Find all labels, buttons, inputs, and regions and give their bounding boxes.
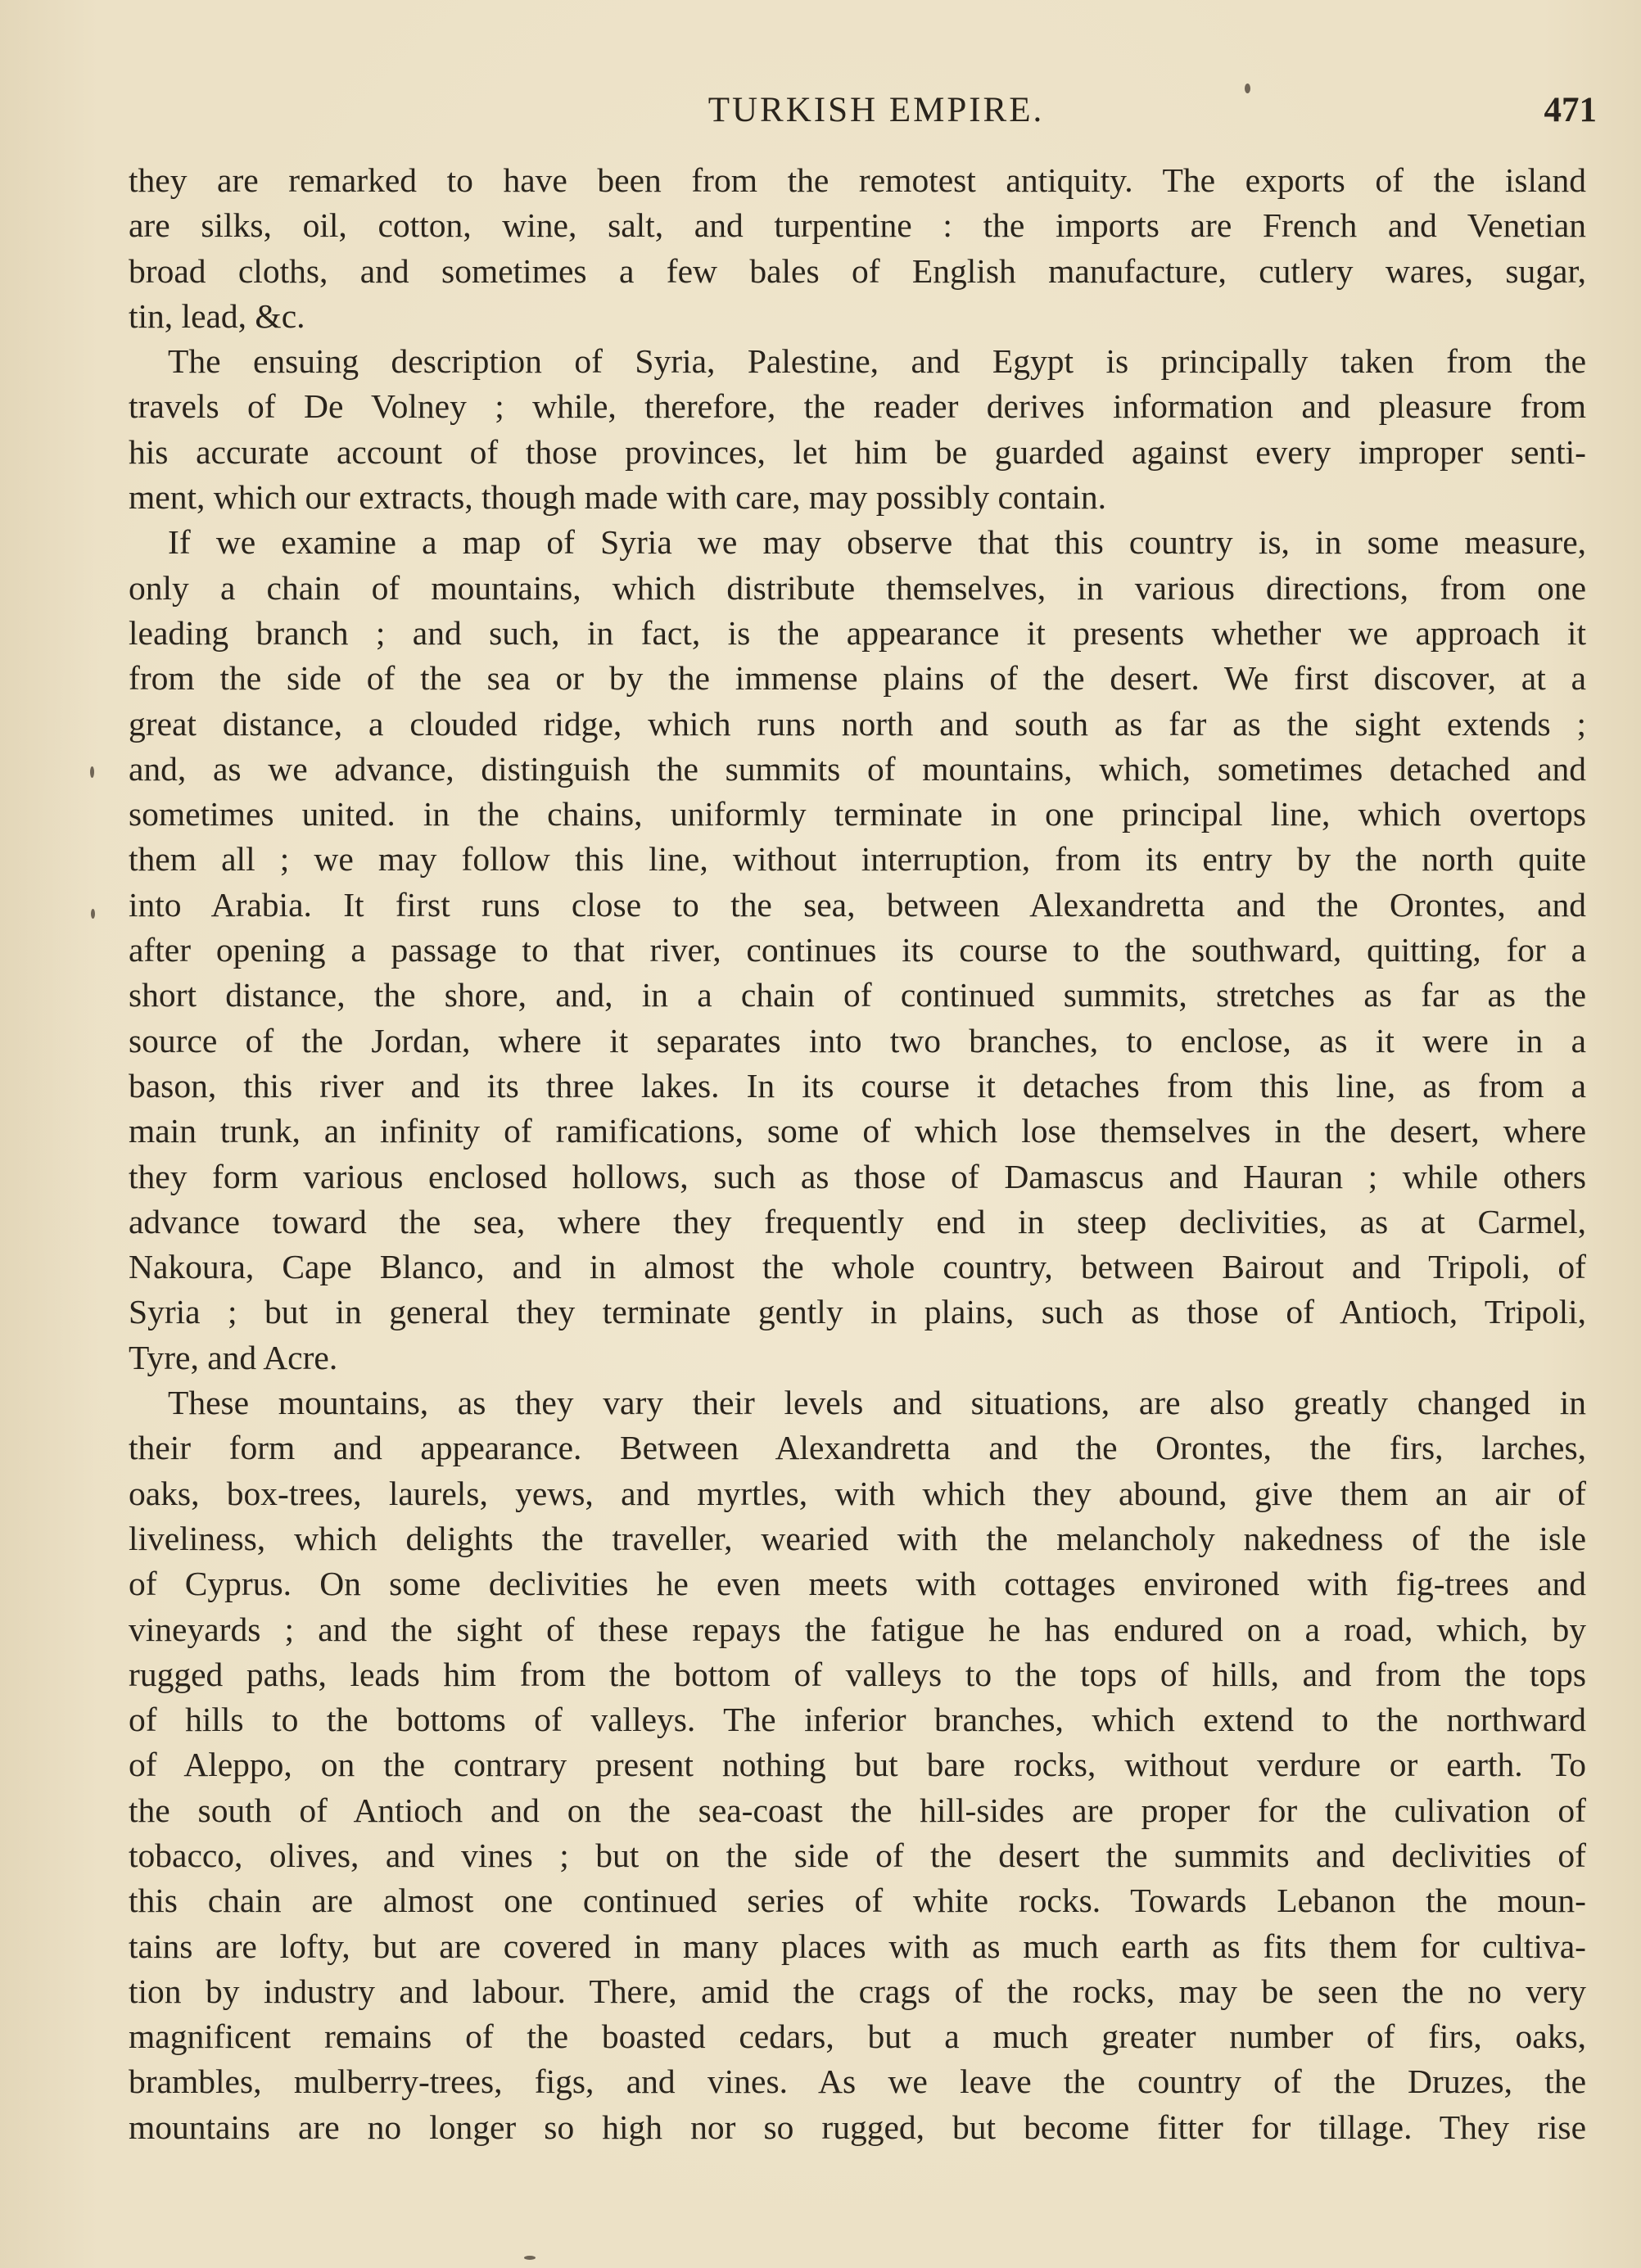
text-line: magnificent remains of the boasted cedars, but a much greater number of firs, oaks,	[129, 2017, 1586, 2056]
text-line: they form various enclosed hollows, such as those of Damascus and Hauran ; while others	[129, 1157, 1586, 1195]
text-line: they are remarked to have been from the remotest antiquity. The exports of the island	[129, 161, 1586, 199]
text-line: oaks, box-trees, laurels, yews, and myrtles, with which they abound, give them an air of	[129, 1474, 1586, 1512]
text-line: great distance, a clouded ridge, which runs north and south as far as the sight extends ;	[129, 704, 1586, 743]
text-line: travels of De Volney ; while, therefore, the reader derives information and pleasure from	[129, 387, 1586, 426]
text-line: leading branch ; and such, in fact, is the appearance it presents whether we approach it	[129, 613, 1586, 652]
text-line: Nakoura, Cape Blanco, and in almost the whole country, between Bairout and Tripoli, of	[129, 1248, 1586, 1286]
text-line: tains are lofty, but are covered in many places with as much earth as fits them for cultiva-	[129, 1927, 1586, 1965]
text-line: broad cloths, and sometimes a few bales of English manufacture, cutlery wares, sugar,	[129, 251, 1586, 290]
text-line: the south of Antioch and on the sea-coast the hill-sides are proper for the culivation of	[129, 1791, 1586, 1829]
text-line: Tyre, and Acre.	[129, 1338, 338, 1376]
text-line: These mountains, as they vary their levels and situations, are also greatly changed in	[168, 1384, 1586, 1422]
text-line: vineyards ; and the sight of these repays the fatigue he has endured on a road, which, by	[129, 1610, 1586, 1648]
text-line: them all ; we may follow this line, without interruption, from its entry by the north quite	[129, 840, 1586, 879]
text-line: after opening a passage to that river, continues its course to the southward, quitting, for a	[129, 931, 1586, 969]
text-line: liveliness, which delights the traveller, wearied with the melancholy nakedness of the isle	[129, 1519, 1586, 1557]
text-line: into Arabia. It first runs close to the sea, between Alexandretta and the Orontes, and	[129, 885, 1586, 924]
text-line: bason, this river and its three lakes. In its course it detaches from this line, as from a	[129, 1066, 1586, 1105]
paragraph-cyprus-trade	[129, 158, 1586, 339]
running-title: TURKISH EMPIRE.	[707, 91, 1045, 129]
print-speck	[1245, 84, 1250, 93]
text-line: and, as we advance, distinguish the summits of mountains, which, sometimes detached and	[129, 749, 1586, 788]
text-line: ment, which our extracts, though made with care, may possibly contain.	[129, 478, 1106, 517]
paragraph-mountain-appearance	[129, 1380, 1586, 2150]
text-line: his accurate account of those provinces, let him be guarded against every improper senti-	[129, 432, 1586, 471]
text-line: of Aleppo, on the contrary present nothing but bare rocks, without verdure or earth. To	[129, 1746, 1586, 1784]
print-speck	[91, 909, 95, 919]
running-head	[156, 82, 1597, 139]
text-line: only a chain of mountains, which distribute themselves, in various directions, from one	[129, 568, 1586, 607]
print-speck	[524, 2256, 536, 2260]
print-speck	[90, 766, 94, 778]
text-line: tobacco, olives, and vines ; but on the side of the desert the summits and declivities of	[129, 1836, 1586, 1874]
text-line: main trunk, an infinity of ramifications, some of which lose themselves in the desert, where	[129, 1112, 1586, 1150]
text-line: source of the Jordan, where it separates into two branches, to enclose, as it were in a	[129, 1021, 1586, 1059]
text-line: of hills to the bottoms of valleys. The inferior branches, which extend to the northward	[129, 1701, 1586, 1739]
text-line: Syria ; but in general they terminate gently in plains, such as those of Antioch, Tripoli,	[129, 1293, 1586, 1331]
text-line: from the side of the sea or by the immense plains of the desert. We first discover, at a	[129, 659, 1586, 698]
paragraph-syria-mountains	[129, 520, 1586, 1380]
text-line: tion by industry and labour. There, amid the crags of the rocks, may be seen the no very	[129, 1972, 1586, 2010]
text-line: advance toward the sea, where they frequently end in steep declivities, as at Carmel,	[129, 1202, 1586, 1240]
paragraph-volney-source	[129, 339, 1586, 520]
page-number: 471	[1544, 91, 1597, 129]
text-line: their form and appearance. Between Alexandretta and the Orontes, the firs, larches,	[129, 1429, 1586, 1467]
text-line: rugged paths, leads him from the bottom of valleys to the tops of hills, and from the tops	[129, 1655, 1586, 1693]
text-line: brambles, mulberry-trees, figs, and vines. As we leave the country of the Druzes, the	[129, 2062, 1586, 2101]
text-line: sometimes united. in the chains, uniformly terminate in one principal line, which overtops	[129, 795, 1586, 834]
text-line: of Cyprus. On some declivities he even meets with cottages environed with fig-trees and	[129, 1565, 1586, 1603]
text-line: The ensuing description of Syria, Palestine, and Egypt is principally taken from the	[168, 342, 1586, 381]
text-line: If we examine a map of Syria we may observe that this country is, in some measure,	[168, 523, 1586, 562]
text-line: mountains are no longer so high nor so rugged, but become fitter for tillage. They rise	[129, 2108, 1586, 2146]
text-line: short distance, the shore, and, in a chain of continued summits, stretches as far as the	[129, 976, 1586, 1014]
text-line: this chain are almost one continued series of white rocks. Towards Lebanon the moun-	[129, 1882, 1586, 1920]
text-line: tin, lead, &c.	[129, 296, 305, 335]
text-line: are silks, oil, cotton, wine, salt, and turpentine : the imports are French and Venetian	[129, 206, 1586, 245]
text-body	[129, 158, 1586, 2150]
